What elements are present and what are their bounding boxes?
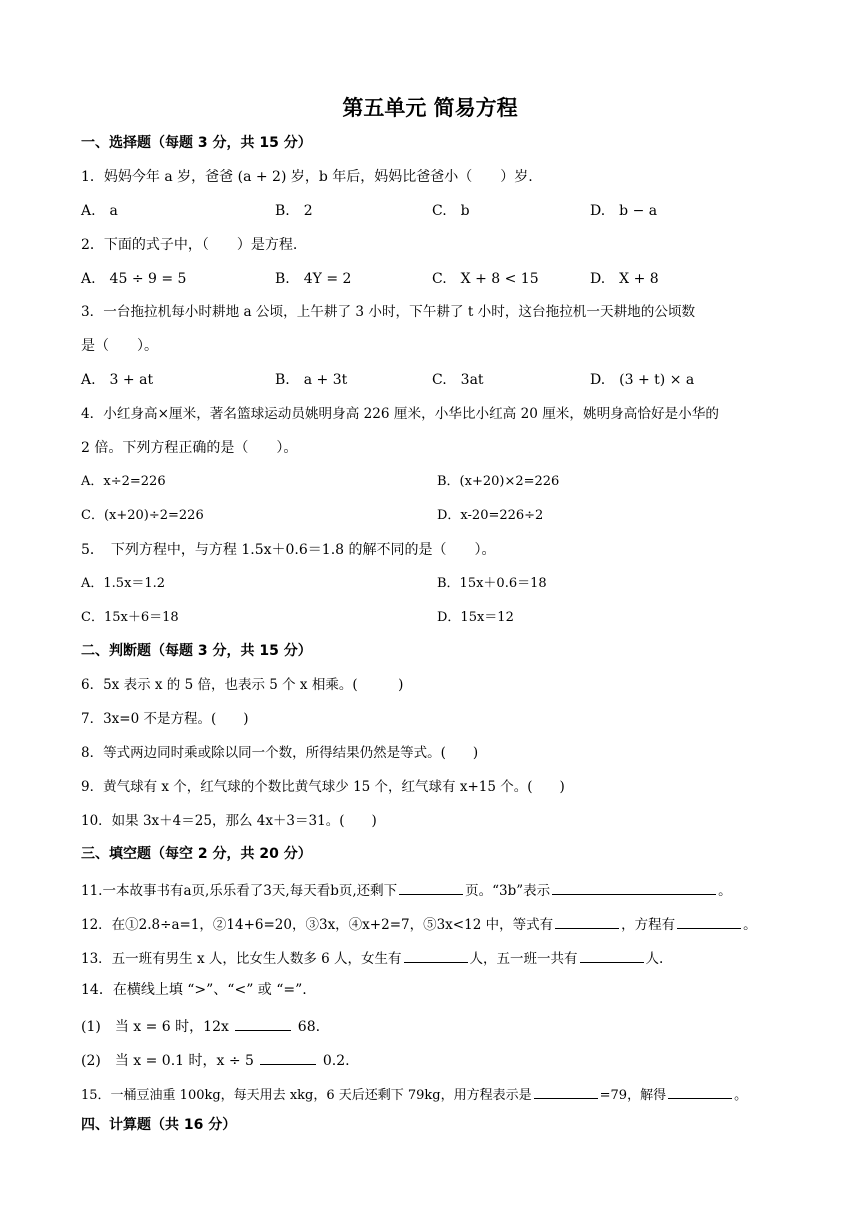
question-1-stem: 1．妈妈今年 a 岁，爸爸 (a + 2) 岁，b 年后，妈妈比爸爸小（ ）岁. bbox=[81, 169, 533, 185]
question-14-stem: 14．在横线上填 “>”、“<” 或 “=”. bbox=[81, 982, 307, 998]
question-12-blank-1[interactable] bbox=[555, 912, 619, 929]
question-12-text-b: ，方程有 bbox=[621, 917, 676, 933]
question-5-option-a: A．1.5x＝1.2 bbox=[81, 576, 166, 591]
question-9: 9．黄气球有 x 个，红气球的个数比黄气球少 15 个，红气球有 x+15 个。( ) bbox=[81, 779, 565, 795]
question-12 bbox=[81, 912, 757, 935]
section-heading-fill-blank: 三、填空题（每空 2 分，共 20 分） bbox=[81, 846, 312, 862]
question-14-part-2 bbox=[81, 1048, 350, 1071]
question-13-text-b: 人，五一班一共有 bbox=[469, 951, 578, 967]
section-heading-judgement: 二、判断题（每题 3 分，共 15 分） bbox=[81, 643, 312, 659]
question-2-option-b: B. 4Y = 2 bbox=[275, 271, 352, 287]
question-4-stem-line1: 4．小红身高×厘米，著名篮球运动员姚明身高 226 厘米，小华比小红高 20 厘米，姚明身高恰好是小华的 bbox=[81, 406, 719, 422]
question-14-part-2-text-a: (2) 当 x = 0.1 时，x ÷ 5 bbox=[81, 1053, 254, 1069]
question-14-part-1-text-a: (1) 当 x = 6 时，12x bbox=[81, 1019, 229, 1035]
question-4-stem-line2: 2 倍。下列方程正确的是（ ）。 bbox=[81, 440, 298, 456]
question-11 bbox=[81, 878, 732, 901]
question-1-option-a: A. a bbox=[81, 203, 118, 219]
question-14-part-2-text-b: 0.2. bbox=[322, 1053, 350, 1069]
question-14-part-1-text-b: 68. bbox=[297, 1019, 321, 1035]
question-14-part-1 bbox=[81, 1014, 320, 1037]
question-12-text-c: 。 bbox=[743, 917, 757, 933]
question-3-stem-line2: 是（ ）。 bbox=[81, 338, 158, 354]
question-13-blank-1[interactable] bbox=[404, 946, 468, 963]
section-heading-calculation: 四、计算题（共 16 分） bbox=[81, 1117, 237, 1133]
question-15-text-b: =79，解得 bbox=[599, 1088, 667, 1103]
question-14-blank-2[interactable] bbox=[260, 1048, 316, 1065]
question-11-text-b: 页。“3b”表示 bbox=[465, 883, 551, 899]
question-3-option-a: A. 3 + at bbox=[81, 372, 154, 388]
question-3-option-b: B. a + 3t bbox=[275, 372, 348, 388]
question-15-text-c: 。 bbox=[734, 1088, 748, 1103]
question-13-text-a: 13．五一班有男生 x 人，比女生人数多 6 人，女生有 bbox=[81, 951, 402, 967]
question-15 bbox=[81, 1082, 747, 1106]
question-5-option-b: B．15x＋0.6＝18 bbox=[437, 576, 547, 591]
question-2-option-c: C. X + 8 < 15 bbox=[432, 271, 539, 287]
question-14-blank-1[interactable] bbox=[235, 1014, 291, 1031]
question-1-option-d: D. b − a bbox=[590, 203, 658, 219]
question-15-blank-1[interactable] bbox=[534, 1082, 598, 1099]
question-13-blank-2[interactable] bbox=[580, 946, 644, 963]
question-7: 7．3x=0 不是方程。( ) bbox=[81, 711, 249, 727]
question-10: 10．如果 3x＋4＝25，那么 4x＋3＝31。( ) bbox=[81, 813, 377, 829]
question-4-option-d: D．x-20=226÷2 bbox=[437, 508, 544, 523]
question-11-blank-2[interactable] bbox=[552, 878, 716, 895]
question-4-option-a: A．x÷2=226 bbox=[81, 474, 166, 489]
question-5-option-d: D．15x＝12 bbox=[437, 610, 514, 625]
question-15-blank-2[interactable] bbox=[668, 1082, 732, 1099]
question-5-stem: 5． 下列方程中，与方程 1.5x＋0.6＝1.8 的解不同的是（ ）。 bbox=[81, 542, 496, 558]
question-4-option-c: C．(x+20)÷2=226 bbox=[81, 508, 204, 523]
question-11-blank-1[interactable] bbox=[399, 878, 463, 895]
question-6: 6．5x 表示 x 的 5 倍，也表示 5 个 x 相乘。( ) bbox=[81, 677, 404, 693]
question-13 bbox=[81, 946, 663, 969]
question-3-stem-line1: 3．一台拖拉机每小时耕地 a 公顷，上午耕了 3 小时，下午耕了 t 小时，这台拖拉机一天耕地的公顷数 bbox=[81, 304, 696, 320]
question-12-blank-2[interactable] bbox=[677, 912, 741, 929]
section-heading-choice: 一、选择题（每题 3 分，共 15 分） bbox=[81, 135, 312, 151]
question-12-text-a: 12．在①2.8÷a=1，②14+6=20，③3x，④x+2=7，⑤3x<12 中，等式有 bbox=[81, 917, 554, 933]
question-2-option-a: A. 45 ÷ 9 = 5 bbox=[81, 271, 187, 287]
question-5-option-c: C．15x＋6＝18 bbox=[81, 610, 179, 625]
question-2-option-d: D. X + 8 bbox=[590, 271, 659, 287]
question-11-text-a: 11.一本故事书有a页,乐乐看了3天,每天看b页,还剩下 bbox=[81, 883, 398, 899]
question-11-text-c: 。 bbox=[718, 883, 732, 899]
question-8: 8．等式两边同时乘或除以同一个数，所得结果仍然是等式。( ) bbox=[81, 745, 479, 761]
question-3-option-c: C. 3at bbox=[432, 372, 484, 388]
question-13-text-c: 人. bbox=[645, 951, 664, 967]
question-1-option-b: B. 2 bbox=[275, 203, 313, 219]
question-15-text-a: 15．一桶豆油重 100kg，每天用去 xkg，6 天后还剩下 79kg，用方程表示是 bbox=[81, 1088, 532, 1103]
page-title: 第五单元 简易方程 bbox=[342, 96, 518, 120]
question-1-option-c: C. b bbox=[432, 203, 470, 219]
question-2-stem: 2．下面的式子中，（ ）是方程. bbox=[81, 237, 298, 253]
question-4-option-b: B．(x+20)×2=226 bbox=[437, 474, 560, 489]
question-3-option-d: D. (3 + t) × a bbox=[590, 372, 695, 388]
